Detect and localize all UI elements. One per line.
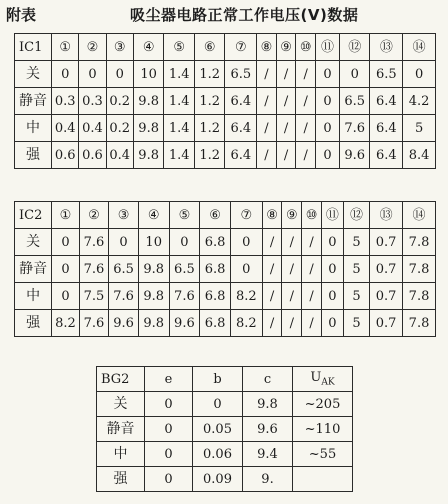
value-cell: 4.2 xyxy=(403,88,436,115)
value-cell: 6.4 xyxy=(370,88,403,115)
value-cell: 8.2 xyxy=(230,310,262,337)
row-label: 强 xyxy=(15,142,52,169)
value-cell: 0 xyxy=(321,256,343,283)
table-row xyxy=(15,88,436,115)
value-cell: / xyxy=(302,229,322,256)
value-cell: 5 xyxy=(343,256,369,283)
value-cell: ~205 xyxy=(293,392,353,417)
value-cell: / xyxy=(302,310,322,337)
value-cell: 1.4 xyxy=(164,61,195,88)
value-cell: / xyxy=(296,115,316,142)
ic1-header-cell: ⑦ xyxy=(225,34,257,61)
value-cell: 0 xyxy=(52,229,79,256)
value-cell: 1.4 xyxy=(164,142,195,169)
value-cell: 0.06 xyxy=(193,442,243,467)
value-cell: 5 xyxy=(343,229,369,256)
ic2-header-cell: ⑩ xyxy=(302,202,322,229)
value-cell: 0.7 xyxy=(370,229,403,256)
bg2-header-cell: b xyxy=(193,367,243,392)
value-cell: 0 xyxy=(321,283,343,310)
value-cell: / xyxy=(296,61,316,88)
table-row xyxy=(97,442,353,467)
ic2-header-cell: ⑦ xyxy=(230,202,262,229)
ic1-header-cell: ③ xyxy=(106,34,133,61)
value-cell: 8.2 xyxy=(52,310,79,337)
value-cell: 0.2 xyxy=(106,88,133,115)
value-cell: 5 xyxy=(343,283,369,310)
value-cell: 9.6 xyxy=(109,310,139,337)
value-cell: 10 xyxy=(138,229,169,256)
value-cell: 7.6 xyxy=(79,229,109,256)
value-cell: 0 xyxy=(109,229,139,256)
value-cell: 0 xyxy=(145,417,193,442)
ic1-header-cell: ⑪ xyxy=(315,34,339,61)
value-cell xyxy=(293,467,353,492)
value-cell: 6.5 xyxy=(169,256,200,283)
value-cell: 1.2 xyxy=(194,61,225,88)
value-cell: 0 xyxy=(193,392,243,417)
value-cell: 6.5 xyxy=(225,61,257,88)
value-cell: 5 xyxy=(403,115,436,142)
row-label: 静音 xyxy=(97,417,145,442)
value-cell: / xyxy=(296,88,316,115)
value-cell: 0.4 xyxy=(52,115,79,142)
ic1-header-cell: ⑭ xyxy=(403,34,436,61)
ic1-header-row xyxy=(15,34,436,61)
ic2-header-cell: ⑪ xyxy=(321,202,343,229)
value-cell: 0.7 xyxy=(370,256,403,283)
value-cell: / xyxy=(262,310,282,337)
bg2-header-cell: $U_{AK}$ xyxy=(293,367,353,392)
value-cell: 0 xyxy=(230,256,262,283)
value-cell: 1.4 xyxy=(164,115,195,142)
ic2-header-cell: ⑧ xyxy=(262,202,282,229)
value-cell: 9. xyxy=(243,467,293,492)
value-cell: / xyxy=(257,88,277,115)
ic2-header-cell: ④ xyxy=(138,202,169,229)
value-cell: 0.05 xyxy=(193,417,243,442)
value-cell: 0 xyxy=(315,142,339,169)
ic1-header-cell: ⑬ xyxy=(370,34,403,61)
value-cell: 9.4 xyxy=(243,442,293,467)
ic1-header-cell: ⑩ xyxy=(296,34,316,61)
value-cell: 0 xyxy=(52,61,79,88)
value-cell: 0.6 xyxy=(79,142,106,169)
value-cell: 8.4 xyxy=(403,142,436,169)
value-cell: 9.8 xyxy=(138,256,169,283)
table-row xyxy=(97,392,353,417)
ic1-header-cell: ⑫ xyxy=(339,34,370,61)
value-cell: 0.09 xyxy=(193,467,243,492)
value-cell: 7.8 xyxy=(403,283,436,310)
value-cell: 6.8 xyxy=(200,283,231,310)
value-cell: 6.5 xyxy=(109,256,139,283)
value-cell: 0 xyxy=(52,256,79,283)
row-label: 关 xyxy=(15,61,52,88)
value-cell: 0.4 xyxy=(79,115,106,142)
value-cell: 7.6 xyxy=(109,283,139,310)
value-cell: 9.8 xyxy=(138,310,169,337)
value-cell: 7.8 xyxy=(403,310,436,337)
ic1-header-cell: ⑤ xyxy=(164,34,195,61)
value-cell: 6.4 xyxy=(225,88,257,115)
ic2-header-cell: ⑥ xyxy=(200,202,231,229)
value-cell: 0 xyxy=(52,283,79,310)
value-cell: 7.6 xyxy=(79,256,109,283)
bg2-header-cell: e xyxy=(145,367,193,392)
value-cell: 9.8 xyxy=(138,283,169,310)
value-cell: 7.5 xyxy=(79,283,109,310)
value-cell: 0 xyxy=(339,61,370,88)
row-label: 强 xyxy=(15,310,52,337)
value-cell: / xyxy=(282,310,302,337)
value-cell: / xyxy=(282,256,302,283)
value-cell: / xyxy=(276,61,296,88)
value-cell: / xyxy=(302,256,322,283)
value-cell: 6.8 xyxy=(200,310,231,337)
value-cell: 9.8 xyxy=(133,88,164,115)
ic2-label: IC2 xyxy=(15,202,52,229)
value-cell: 0 xyxy=(145,467,193,492)
ic1-header-cell: ④ xyxy=(133,34,164,61)
value-cell: 7.6 xyxy=(169,283,200,310)
title-row xyxy=(0,4,448,26)
value-cell: 6.8 xyxy=(200,256,231,283)
ic1-header-cell: ① xyxy=(52,34,79,61)
value-cell: 9.6 xyxy=(339,142,370,169)
ic1-label: IC1 xyxy=(15,34,52,61)
value-cell: 10 xyxy=(133,61,164,88)
value-cell: 0 xyxy=(145,392,193,417)
row-label: 关 xyxy=(15,229,52,256)
ic1-header-cell: ⑨ xyxy=(276,34,296,61)
bg2-header-row xyxy=(97,367,353,392)
value-cell: / xyxy=(296,142,316,169)
value-cell: ~55 xyxy=(293,442,353,467)
bg2-voltage-table xyxy=(96,366,353,492)
value-cell: 0.2 xyxy=(106,115,133,142)
value-cell: 9.8 xyxy=(133,115,164,142)
value-cell: 8.2 xyxy=(230,283,262,310)
ic2-header-cell: ⑤ xyxy=(169,202,200,229)
ic2-voltage-table xyxy=(14,201,436,337)
ic1-voltage-table xyxy=(14,33,436,169)
value-cell: 7.6 xyxy=(339,115,370,142)
value-cell: 0 xyxy=(230,229,262,256)
ic2-header-cell: ⑭ xyxy=(403,202,436,229)
value-cell: / xyxy=(276,115,296,142)
ic2-header-cell: ① xyxy=(52,202,79,229)
row-label: 中 xyxy=(15,115,52,142)
value-cell: 0.7 xyxy=(370,310,403,337)
row-label: 静音 xyxy=(15,256,52,283)
bg2-label: BG2 xyxy=(97,367,145,392)
bg2-header-cell: c xyxy=(243,367,293,392)
document-title: 吸尘器电路正常工作电压(V)数据 xyxy=(130,6,359,24)
value-cell: 1.2 xyxy=(194,115,225,142)
row-label: 关 xyxy=(97,392,145,417)
value-cell: / xyxy=(276,88,296,115)
value-cell: 0.4 xyxy=(106,142,133,169)
value-cell: 7.8 xyxy=(403,229,436,256)
appendix-label: 附表 xyxy=(6,6,37,24)
ic2-header-cell: ② xyxy=(79,202,109,229)
row-label: 中 xyxy=(15,283,52,310)
value-cell: 0.7 xyxy=(370,283,403,310)
value-cell: 1.4 xyxy=(164,88,195,115)
value-cell: 6.4 xyxy=(370,115,403,142)
value-cell: / xyxy=(282,283,302,310)
value-cell: 0.6 xyxy=(52,142,79,169)
value-cell: 0 xyxy=(315,88,339,115)
value-cell: 0 xyxy=(79,61,106,88)
value-cell: 7.6 xyxy=(79,310,109,337)
value-cell: 9.8 xyxy=(243,392,293,417)
value-cell: 0 xyxy=(106,61,133,88)
value-cell: / xyxy=(262,229,282,256)
ic2-header-cell: ⑫ xyxy=(343,202,369,229)
ic1-header-cell: ⑥ xyxy=(194,34,225,61)
ic2-header-row xyxy=(15,202,436,229)
row-label: 中 xyxy=(97,442,145,467)
value-cell: 9.6 xyxy=(169,310,200,337)
table-row xyxy=(15,310,436,337)
value-cell: 0 xyxy=(403,61,436,88)
value-cell: ~110 xyxy=(293,417,353,442)
value-cell: 0.3 xyxy=(79,88,106,115)
value-cell: 0 xyxy=(145,442,193,467)
ic2-header-cell: ③ xyxy=(109,202,139,229)
table-row xyxy=(15,61,436,88)
value-cell: 0 xyxy=(321,310,343,337)
value-cell: / xyxy=(262,283,282,310)
value-cell: / xyxy=(257,142,277,169)
value-cell: 6.5 xyxy=(370,61,403,88)
row-label: 强 xyxy=(97,467,145,492)
value-cell: / xyxy=(257,61,277,88)
table-row xyxy=(15,256,436,283)
value-cell: 0 xyxy=(321,229,343,256)
value-cell: 6.4 xyxy=(225,115,257,142)
value-cell: / xyxy=(257,115,277,142)
value-cell: 1.2 xyxy=(194,88,225,115)
value-cell: 6.4 xyxy=(225,142,257,169)
row-label: 静音 xyxy=(15,88,52,115)
value-cell: 0 xyxy=(315,61,339,88)
value-cell: 0 xyxy=(169,229,200,256)
table-row xyxy=(15,142,436,169)
ic1-header-cell: ⑧ xyxy=(257,34,277,61)
value-cell: 5 xyxy=(343,310,369,337)
value-cell: 1.2 xyxy=(194,142,225,169)
value-cell: 9.8 xyxy=(133,142,164,169)
table-row xyxy=(15,115,436,142)
value-cell: 7.8 xyxy=(403,256,436,283)
ic2-header-cell: ⑨ xyxy=(282,202,302,229)
table-row xyxy=(97,417,353,442)
value-cell: 0.3 xyxy=(52,88,79,115)
value-cell: 9.6 xyxy=(243,417,293,442)
value-cell: / xyxy=(276,142,296,169)
value-cell: / xyxy=(282,229,302,256)
table-row xyxy=(15,229,436,256)
value-cell: 0 xyxy=(315,115,339,142)
table-row xyxy=(15,283,436,310)
table-row xyxy=(97,467,353,492)
ic1-header-cell: ② xyxy=(79,34,106,61)
value-cell: 6.5 xyxy=(339,88,370,115)
value-cell: 6.4 xyxy=(370,142,403,169)
ic2-header-cell: ⑬ xyxy=(370,202,403,229)
value-cell: 6.8 xyxy=(200,229,231,256)
value-cell: / xyxy=(262,256,282,283)
value-cell: / xyxy=(302,283,322,310)
